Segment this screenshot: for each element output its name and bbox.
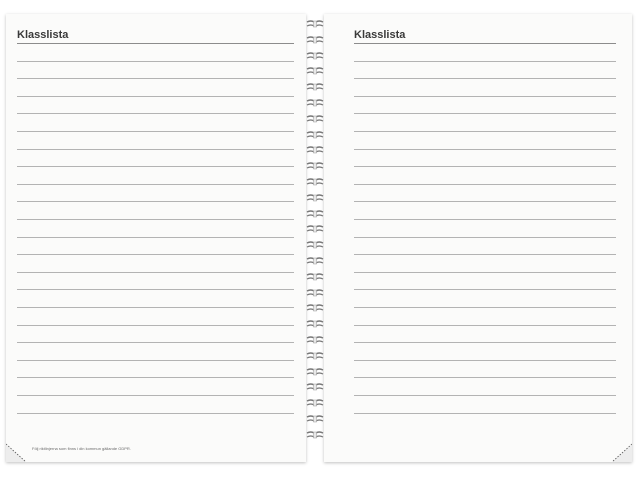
spiral-coil-icon (306, 194, 324, 202)
header-rule (17, 43, 294, 44)
ruled-line (17, 325, 294, 326)
ruled-line (17, 360, 294, 361)
corner-fold-icon (612, 440, 632, 462)
ruled-line (354, 149, 616, 150)
ruled-line (17, 377, 294, 378)
ruled-line (354, 307, 616, 308)
spiral-coil-icon (306, 273, 324, 281)
ruled-line (354, 325, 616, 326)
spiral-coil-icon (306, 225, 324, 233)
ruled-line (354, 377, 616, 378)
spiral-coil-icon (306, 83, 324, 91)
ruled-line (354, 78, 616, 79)
ruled-line (354, 201, 616, 202)
spiral-coil-icon (306, 241, 324, 249)
spiral-coil-icon (306, 383, 324, 391)
ruled-line (17, 342, 294, 343)
header-rule (354, 43, 616, 44)
spiral-coil-icon (306, 336, 324, 344)
spiral-coil-icon (306, 289, 324, 297)
spiral-coil-icon (306, 431, 324, 439)
ruled-line (17, 272, 294, 273)
spiral-coil-icon (306, 415, 324, 423)
spiral-coil-icon (306, 146, 324, 154)
spiral-coil-icon (306, 257, 324, 265)
ruled-line (17, 395, 294, 396)
right-page (324, 14, 632, 462)
ruled-line (17, 413, 294, 414)
ruled-line (354, 96, 616, 97)
spiral-coil-icon (306, 131, 324, 139)
ruled-line (354, 395, 616, 396)
ruled-line (17, 201, 294, 202)
ruled-line (17, 289, 294, 290)
spiral-coil-icon (306, 99, 324, 107)
spiral-coil-icon (306, 162, 324, 170)
ruled-line (17, 237, 294, 238)
ruled-line (354, 61, 616, 62)
ruled-line (17, 307, 294, 308)
ruled-line (354, 413, 616, 414)
spiral-coil-icon (306, 36, 324, 44)
spiral-coil-icon (306, 304, 324, 312)
spiral-coil-icon (306, 20, 324, 28)
ruled-line (354, 254, 616, 255)
ruled-line (354, 184, 616, 185)
ruled-line (354, 342, 616, 343)
ruled-line (17, 254, 294, 255)
ruled-line (17, 149, 294, 150)
spiral-coil-icon (306, 399, 324, 407)
left-page (6, 14, 306, 462)
ruled-line (354, 219, 616, 220)
ruled-line (17, 184, 294, 185)
ruled-line (17, 113, 294, 114)
ruled-line (354, 360, 616, 361)
spiral-coil-icon (306, 67, 324, 75)
right-page-title: Klasslista (354, 29, 406, 41)
gdpr-footnote: Följ riktlinjerna som finns i din kommun gällande GDPR. (32, 446, 131, 451)
ruled-line (17, 78, 294, 79)
spiral-coil-icon (306, 320, 324, 328)
spiral-coil-icon (306, 368, 324, 376)
corner-fold-icon (6, 440, 26, 462)
ruled-line (354, 166, 616, 167)
spiral-coil-icon (306, 52, 324, 60)
ruled-line (17, 96, 294, 97)
ruled-line (17, 131, 294, 132)
ruled-line (354, 113, 616, 114)
spiral-coil-icon (306, 210, 324, 218)
spiral-coil-icon (306, 115, 324, 123)
ruled-line (17, 61, 294, 62)
ruled-line (354, 272, 616, 273)
left-page-title: Klasslista (17, 29, 69, 41)
ruled-line (17, 219, 294, 220)
spiral-coil-icon (306, 352, 324, 360)
ruled-line (354, 237, 616, 238)
ruled-line (17, 166, 294, 167)
ruled-line (354, 131, 616, 132)
ruled-line (354, 289, 616, 290)
spiral-coil-icon (306, 178, 324, 186)
